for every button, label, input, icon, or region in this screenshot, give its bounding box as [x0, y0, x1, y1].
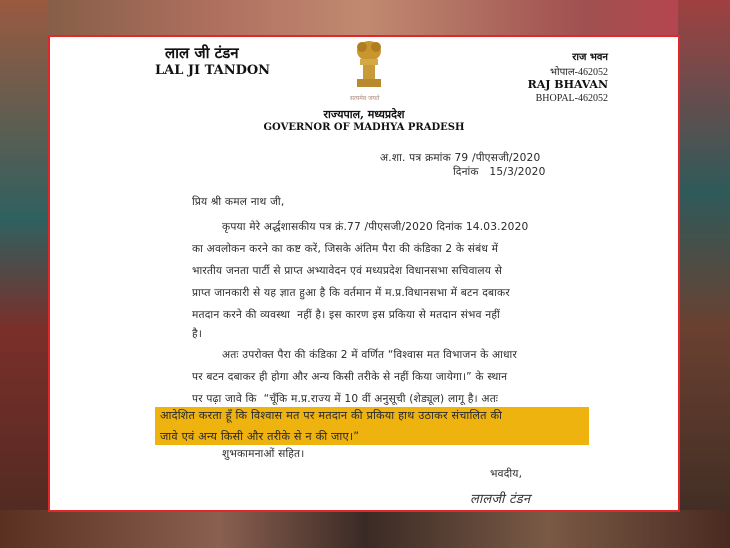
name-english: LAL JI TANDON — [155, 63, 271, 78]
emblem-caption: सत्यमेव जयते — [350, 95, 380, 102]
paragraph1-line: भारतीय जनता पार्टी से प्राप्त अभ्यावेदन एवं मध्यप्रदेश विधानसभा सचिवालय से — [192, 265, 503, 277]
salutation: प्रिय श्री कमल नाथ जी, — [192, 196, 285, 208]
highlighted-line: आदेशित करता हूँ कि विश्वास मत पर मतदान की प्रकिया हाथ उठाकर संचालित की — [160, 409, 503, 422]
background-photo-bottom — [0, 510, 730, 548]
state-emblem-icon — [352, 39, 386, 97]
address-english-2: BHOPAL-462052 — [535, 93, 608, 104]
background-photo-right — [678, 0, 730, 548]
paragraph2-line: अतः उपरोक्त पैरा की कंडिका 2 में वर्णित “विश्वास मत विभाजन के आधार — [222, 349, 518, 361]
reference-number: अ.शा. पत्र क्रमांक 79 /पीएसजी/2020 — [380, 152, 541, 164]
paragraph2-line: पर पढ़ा जावे कि “चूँकि म.प्र.राज्य में 10 वीं अनुसूची (शेड्यूल) लागू है। अतः — [192, 393, 499, 405]
reference-date: दिनांक 15/3/2020 — [453, 166, 546, 178]
background-photo-left — [0, 0, 48, 548]
background-photo-top — [0, 0, 730, 35]
paragraph1-line: मतदान करने की व्यवस्था नहीं है। इस कारण इस प्रकिया से मतदान संभव नहीं — [192, 309, 500, 321]
address-hindi-1: राज भवन — [572, 52, 608, 63]
address-english-1: RAJ BHAVAN — [527, 78, 608, 91]
name-hindi: लाल जी टंडन — [165, 44, 239, 62]
paragraph1-line: का अवलोकन करने का कष्ट करें, जिसके अंतिम पैरा की कंडिका 2 के संबंध में — [192, 243, 499, 255]
paragraph2-line: पर बटन दबाकर ही होगा और अन्य किसी तरीके से नहीं किया जायेगा।” के स्थान — [192, 371, 508, 383]
title-english: GOVERNOR OF MADHYA PRADESH — [263, 122, 465, 133]
title-hindi: राज्यपाल, मध्यप्रदेश — [323, 108, 405, 121]
highlighted-line: जावे एवं अन्य किसी और तरीके से न की जाए।” — [160, 430, 360, 443]
signature: लालजी टंडन — [470, 492, 531, 507]
paragraph1-line: प्राप्त जानकारी से यह ज्ञात हुआ है कि वर्तमान में म.प्र.विधानसभा में बटन दबाकर — [192, 287, 510, 299]
closing: शुभकामनाओं सहित। — [222, 448, 305, 460]
address-hindi-2: भोपाल-462052 — [549, 67, 608, 78]
sign-off: भवदीय, — [490, 468, 523, 480]
paragraph1-line: कृपया मेरे अर्द्धशासकीय पत्र क्रं.77 /पीएसजी/2020 दिनांक 14.03.2020 — [222, 221, 529, 233]
paragraph1-line: है। — [192, 328, 203, 340]
letter-document — [48, 35, 680, 512]
